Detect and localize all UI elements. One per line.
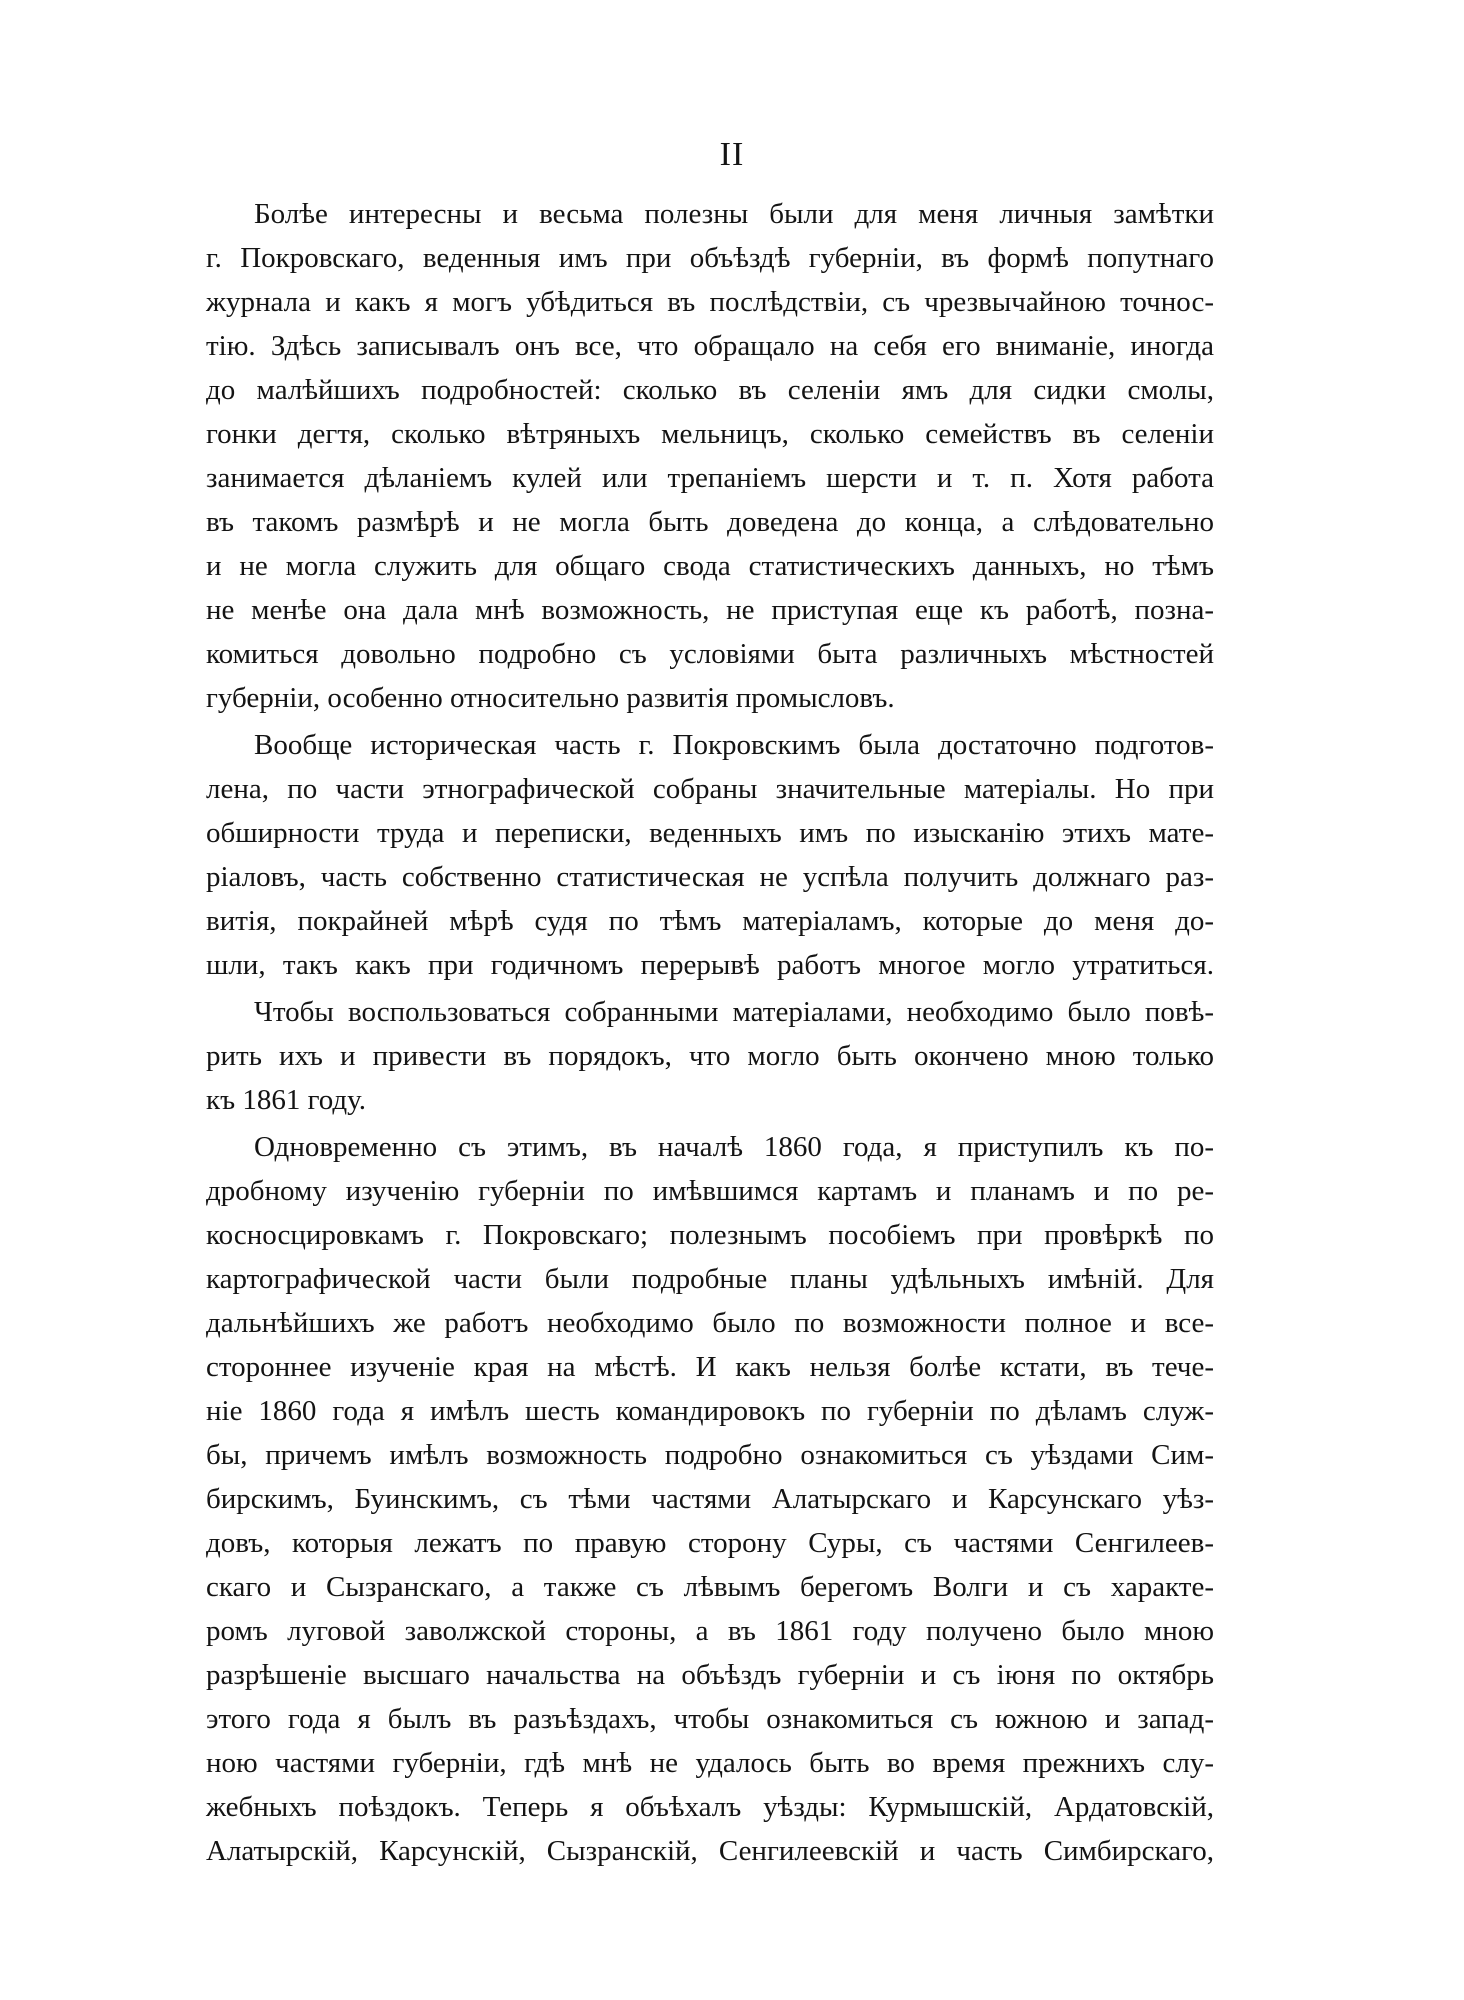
body-text: [206, 192, 1214, 1873]
text-line: Чтобы воспользоваться собранными матеріалами, необходимо было повѣ-: [254, 996, 1214, 1028]
text-line: занимается дѣланіемъ кулей или трепаніемъ шерсти и т. п. Хотя работа: [206, 462, 1214, 494]
text-line: журнала и какъ я могъ убѣдиться въ послѣдствіи, съ чрезвычайною точнос-: [206, 286, 1214, 318]
text-line: Вообще историческая часть г. Покровскимъ была достаточно подготов-: [254, 729, 1214, 761]
text-line: не менѣе она дала мнѣ возможность, не приступая еще къ работѣ, позна-: [206, 594, 1214, 626]
paragraph: [206, 990, 1214, 1122]
text-line: дробному изученію губерніи по имѣвшимся картамъ и планамъ и по ре-: [206, 1175, 1214, 1207]
text-line: г. Покровскаго, веденныя имъ при объѣздѣ губерніи, въ формѣ попутнаго: [206, 242, 1214, 274]
paragraph: [206, 192, 1214, 720]
page-number: II: [719, 136, 745, 173]
text-line: губерніи, особенно относительно развитія промысловъ.: [206, 682, 895, 714]
paragraph: [206, 1125, 1214, 1873]
text-line: ною частями губерніи, гдѣ мнѣ не удалось быть во время прежнихъ слу-: [206, 1747, 1214, 1779]
text-line: Алатырскій, Карсунскій, Сызранскій, Сенгилеевскій и часть Симбирскаго,: [206, 1835, 1214, 1867]
text-line: комиться довольно подробно съ условіями быта различныхъ мѣстностей: [206, 638, 1214, 670]
text-line: разрѣшеніе высшаго начальства на объѣздъ губерніи и съ іюня по октябрь: [206, 1659, 1214, 1691]
text-line: ніе 1860 года я имѣлъ шесть командировокъ по губерніи по дѣламъ служ-: [206, 1395, 1214, 1427]
text-line: бы, причемъ имѣлъ возможность подробно ознакомиться съ уѣздами Сим-: [206, 1439, 1214, 1471]
text-line: ромъ луговой заволжской стороны, а въ 1861 году получено было мною: [206, 1615, 1214, 1647]
text-line: рить ихъ и привести въ порядокъ, что могло быть окончено мною только: [206, 1040, 1214, 1072]
text-line: жебныхъ поѣздокъ. Теперь я объѣхалъ уѣзды: Курмышскій, Ардатовскій,: [206, 1791, 1214, 1823]
text-line: ріаловъ, часть собственно статистическая не успѣла получить должнаго раз-: [206, 861, 1214, 893]
text-line: косносцировкамъ г. Покровскаго; полезнымъ пособіемъ при провѣркѣ по: [206, 1219, 1214, 1251]
text-line: стороннее изученіе края на мѣстѣ. И какъ нельзя болѣе кстати, въ тече-: [206, 1351, 1214, 1383]
text-line: Болѣе интересны и весьма полезны были для меня личныя замѣтки: [254, 198, 1214, 230]
text-line: и не могла служить для общаго свода статистическихъ данныхъ, но тѣмъ: [206, 550, 1214, 582]
text-line: дальнѣйшихъ же работъ необходимо было по возможности полное и все-: [206, 1307, 1214, 1339]
text-line: этого года я былъ въ разъѣздахъ, чтобы ознакомиться съ южною и запад-: [206, 1703, 1214, 1735]
paragraph: [206, 723, 1214, 987]
text-line: довъ, которыя лежатъ по правую сторону Суры, съ частями Сенгилеев-: [206, 1527, 1214, 1559]
text-line: бирскимъ, Буинскимъ, съ тѣми частями Алатырскаго и Карсунскаго уѣз-: [206, 1483, 1214, 1515]
text-line: гонки дегтя, сколько вѣтряныхъ мельницъ, сколько семействъ въ селеніи: [206, 418, 1214, 450]
text-line: скаго и Сызранскаго, а также съ лѣвымъ берегомъ Волги и съ характе-: [206, 1571, 1214, 1603]
text-line: до малѣйшихъ подробностей: сколько въ селеніи ямъ для сидки смолы,: [206, 374, 1214, 406]
text-line: тію. Здѣсь записывалъ онъ все, что обращало на себя его вниманіе, иногда: [206, 330, 1214, 362]
text-line: обширности труда и переписки, веденныхъ имъ по изысканію этихъ мате-: [206, 817, 1214, 849]
text-line: къ 1861 году.: [206, 1084, 367, 1116]
text-line: шли, такъ какъ при годичномъ перерывѣ работъ многое могло утратиться.: [206, 949, 1214, 981]
text-line: витія, покрайней мѣрѣ судя по тѣмъ матеріаламъ, которые до меня до-: [206, 905, 1214, 937]
text-line: картографической части были подробные планы удѣльныхъ имѣній. Для: [206, 1263, 1214, 1295]
text-line: Одновременно съ этимъ, въ началѣ 1860 года, я приступилъ къ по-: [254, 1131, 1214, 1163]
text-line: лена, по части этнографической собраны значительные матеріалы. Но при: [206, 773, 1214, 805]
text-line: въ такомъ размѣрѣ и не могла быть доведена до конца, а слѣдовательно: [206, 506, 1214, 538]
